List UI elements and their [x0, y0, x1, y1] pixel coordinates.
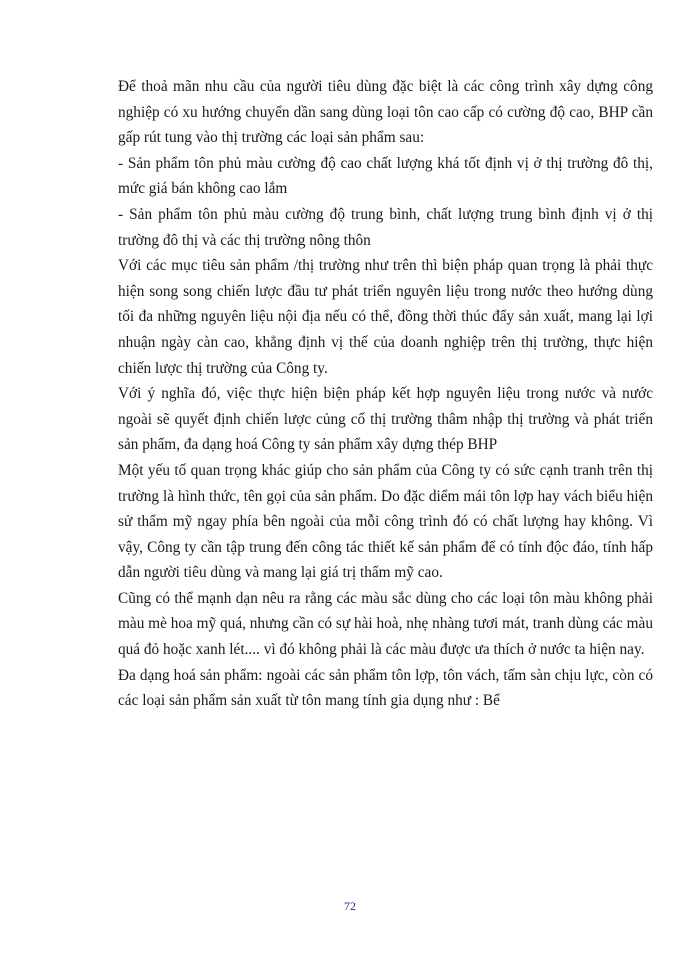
paragraph-2-bullet: - Sản phẩm tôn phủ màu cường độ cao chất lượng khá tốt định vị ở thị trường đô thị, mức giá bán không cao lắm [118, 154, 653, 198]
paragraph-4: Với các mục tiêu sản phẩm /thị trường như trên thì biện pháp quan trọng là phải thực hiện song song chiến lược đầu tư phát triển nguyên liệu trong nước theo hướng dùng tối đa những nguyên liệu nội địa nếu có thể, đồng thời thúc đẩy sản xuất, mang lại lợi nhuận ngày càn cao, khẳng định vị thế của doanh nghiệp trên thị trường, thực hiện chiến lược thị trường của Công ty. [118, 257, 653, 377]
paragraph-3-bullet: - Sản phẩm tôn phủ màu cường độ trung bình, chất lượng trung bình định vị ở thị trường đô thị và các thị trường nông thôn [118, 205, 653, 249]
page-number: 72 [344, 899, 356, 913]
paragraph-8: Đa dạng hoá sản phẩm: ngoài các sản phẩm tôn lợp, tôn vách, tấm sàn chịu lực, còn có các loại sản phẩm sản xuất từ tôn mang tính gia dụng như : Bể [118, 666, 653, 710]
paragraph-1: Để thoả mãn nhu cầu của người tiêu dùng đặc biệt là các công trình xây dựng công nghiệp có xu hướng chuyển dần sang dùng loại tôn cao cấp có cường độ cao, BHP cần gấp rút tung vào thị trường các loại sản phẩm sau: [118, 78, 653, 147]
body-text [118, 74, 653, 714]
paragraph-7: Cũng có thể mạnh dạn nêu ra rằng các màu sắc dùng cho các loại tôn màu không phải màu mè hoa mỹ quá, nhưng cần có sự hài hoà, nhẹ nhàng tươi mát, tranh dùng các màu quá đỏ hoặc xanh lét.... vì đó không phải là các màu được ưa thích ở nước ta hiện nay. [118, 589, 653, 659]
paragraph-5: Với ý nghĩa đó, việc thực hiện biện pháp kết hợp nguyên liệu trong nước và nước ngoài sẽ quyết định chiến lược củng cố thị trường thâm nhập thị trường và phát triển sản phẩm, đa dạng hoá Công ty sản phẩm xây dựng thép BHP [118, 385, 653, 454]
paragraph-6: Một yếu tố quan trọng khác giúp cho sản phẩm của Công ty có sức cạnh tranh trên thị trường là hình thức, tên gọi của sản phẩm. Do đặc diểm mái tôn lợp hay vách biểu hiện sử thẩm mỹ ngay phía bên ngoài của mỗi công trình đó có chất lượng hay không. Vì vậy, Công ty cần tập trung đến công tác thiết kế sản phẩm để có tính độc đáo, tính hấp dẫn người tiêu dùng và mang lại giá trị thẩm mỹ cao. [118, 461, 653, 582]
